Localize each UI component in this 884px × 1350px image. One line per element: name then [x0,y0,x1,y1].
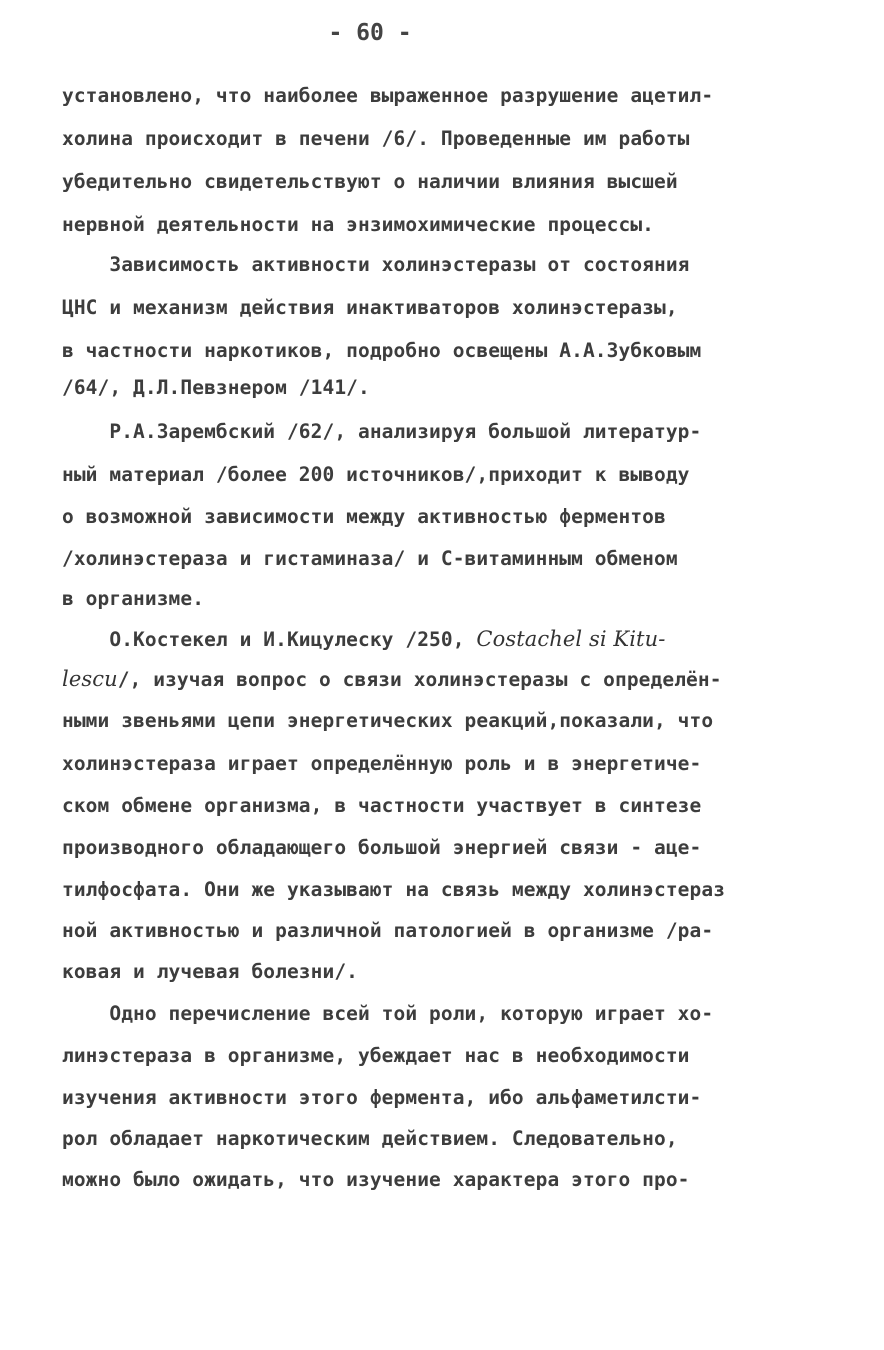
text-line: убедительно свидетельствуют о наличии влияния высшей [62,170,678,193]
text-line: в организме. [62,587,205,610]
text-segment: /, изучая вопрос о связи холинэстеразы с определён- [117,668,722,691]
text-line: Зависимость активности холинэстеразы от состояния [62,253,690,276]
text-line: установлено, что наиболее выраженное разрушение ацетил- [62,84,714,107]
text-line: холина происходит в печени /6/. Проведенные им работы [62,127,690,150]
text-line: можно было ожидать, что изучение характера этого про- [62,1168,690,1191]
page-number: - 60 - [328,20,412,46]
text-line: Одно перечисление всей той роли, которую играет хо- [62,1002,714,1025]
handwritten-annotation: lescu [62,667,118,691]
text-line: холинэстераза играет определённую роль и в энергетиче- [62,752,702,775]
text-line: в частности наркотиков, подробно освещены А.А.Зубковым [62,339,702,362]
handwritten-annotation: Costachel si Kitu- [476,627,666,651]
text-line: ный материал /более 200 источников/,приходит к выводу [62,463,690,486]
text-line: ными звеньями цепи энергетических реакций,показали, что [62,709,714,732]
text-line: ной активностью и различной патологией в организме /ра- [62,919,714,942]
text-line: ЦНС и механизм действия инактиваторов холинэстеразы, [62,296,678,319]
text-line: производного обладающего большой энергией связи - аце- [62,836,702,859]
text-line: /холинэстераза и гистаминаза/ и С-витаминным обменом [62,547,678,570]
text-line: линэстераза в организме, убеждает нас в необходимости [62,1044,690,1067]
text-segment: О.Костекел и И.Кицулеску /250, [62,628,465,651]
text-line: ковая и лучевая болезни/. [62,960,358,983]
text-line: нервной деятельности на энзимохимические процессы. [62,213,654,236]
text-line [62,627,665,651]
text-line [62,667,722,691]
text-line: тилфосфата. Они же указывают на связь между холинэстераз [62,878,726,901]
text-line: о возможной зависимости между активностью ферментов [62,505,666,528]
text-line: ском обмене организма, в частности участвует в синтезе [62,794,702,817]
text-line: /64/, Д.Л.Певзнером /141/. [62,376,370,399]
text-line: рол обладает наркотическим действием. Следовательно, [62,1127,678,1150]
text-line: Р.А.Зарембский /62/, анализируя большой литератур- [62,420,702,443]
text-line: изучения активности этого фермента, ибо альфаметилсти- [62,1086,702,1109]
